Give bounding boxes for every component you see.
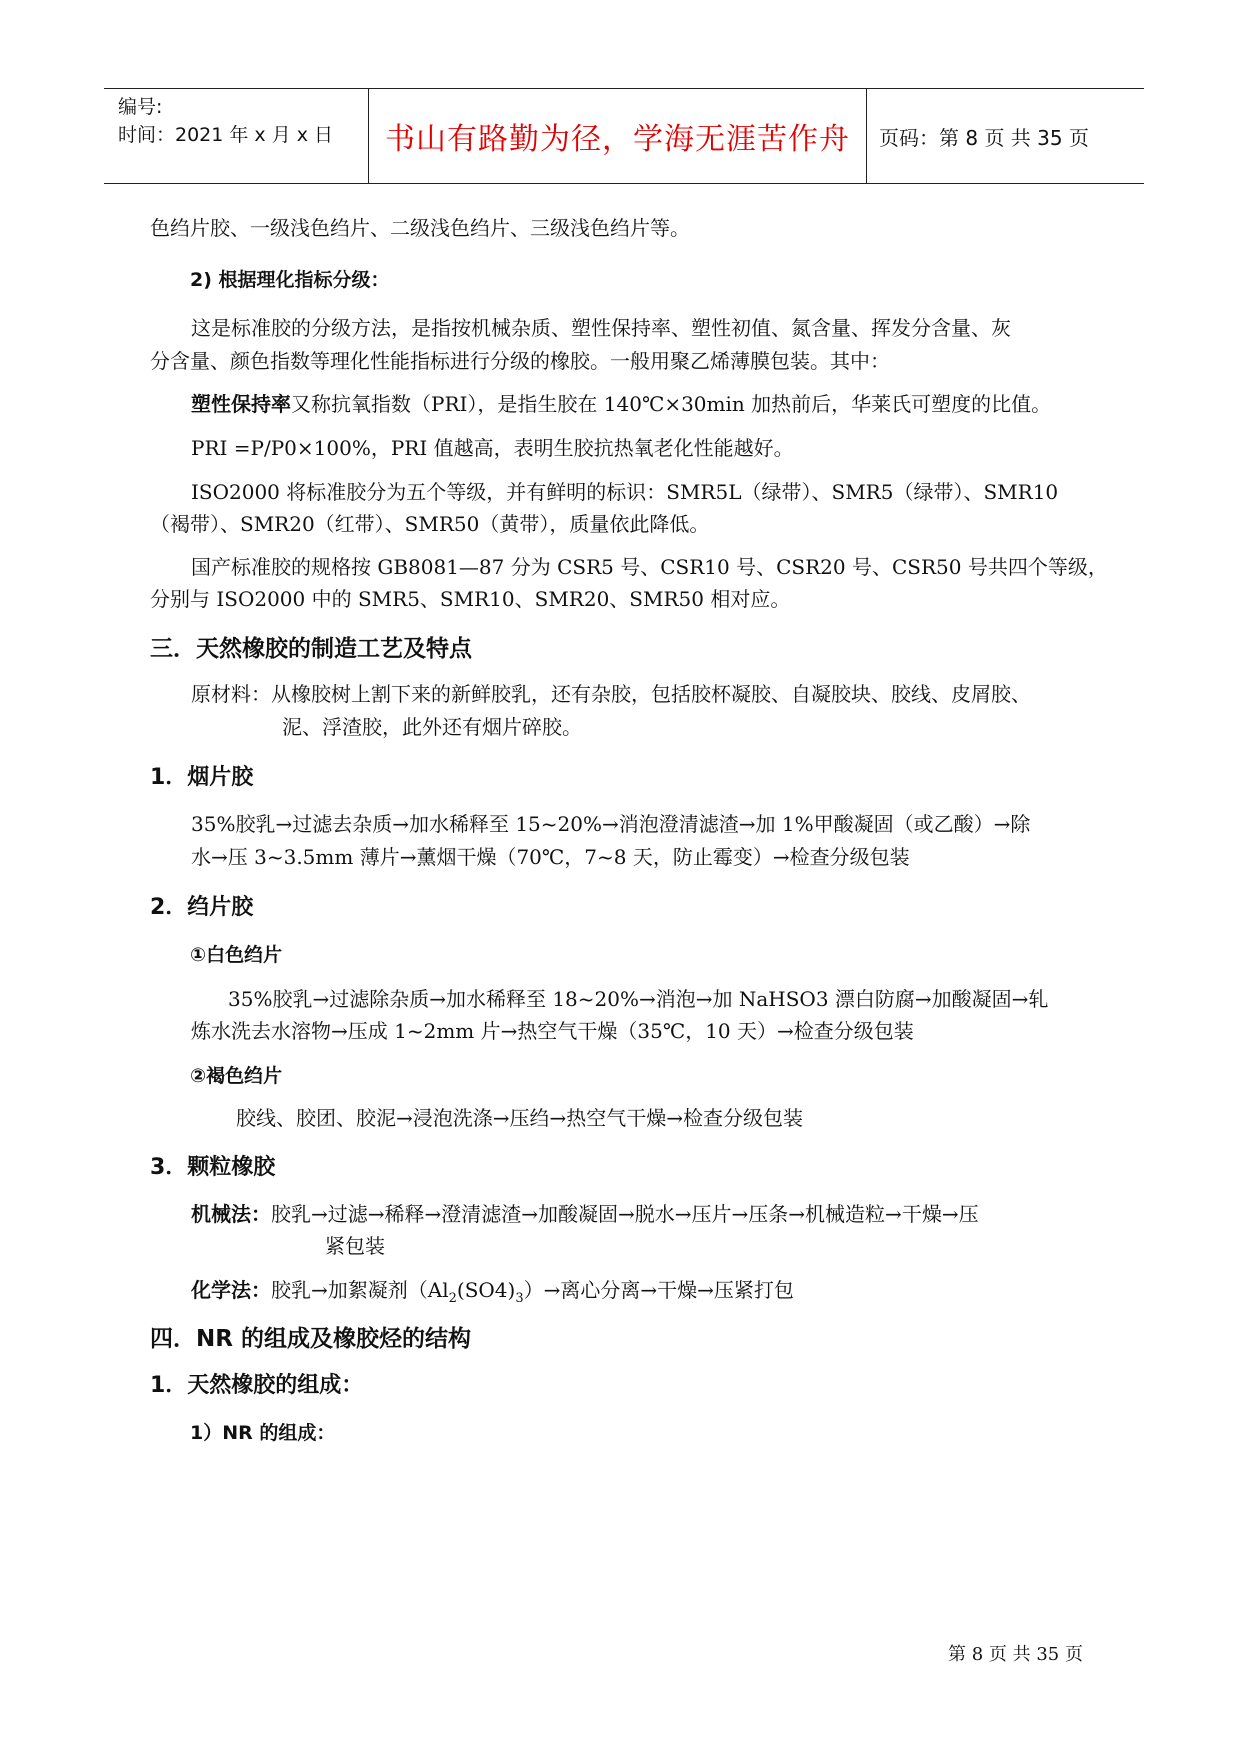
process-line: 35%胶乳→过滤除杂质→加水稀释至 18~20%→消泡→加 NaHSO3 漂白防腐→加酸凝固→轧 — [228, 987, 1049, 1011]
subsection-heading: 1．天然橡胶的组成： — [150, 1373, 364, 1398]
sub-subsection-heading: 1）NR 的组成： — [190, 1422, 336, 1444]
text-line: 分别与 ISO2000 中的 SMR5、SMR10、SMR20、SMR50 相对应。 — [150, 587, 791, 611]
process-line: 紧包装 — [325, 1234, 385, 1258]
text-line: 国产标准胶的规格按 GB8081—87 分为 CSR5 号、CSR10 号、CSR20 号、CSR50 号共四个等级， — [191, 555, 1108, 579]
text-line: 色绉片胶、一级浅色绉片、二级浅色绉片、三级浅色绉片等。 — [150, 216, 690, 240]
text-line: 这是标准胶的分级方法，是指按机械杂质、塑性保持率、塑性初值、氮含量、挥发分含量、灰 — [191, 316, 1011, 340]
process-line: 35%胶乳→过滤去杂质→加水稀释至 15~20%→消泡澄清滤渣→加 1%甲酸凝固（或乙酸）→除 — [191, 812, 1031, 836]
text-line: （褐带）、SMR20（红带）、SMR50（黄带），质量依此降低。 — [150, 512, 710, 536]
page-header — [104, 88, 1144, 184]
section-heading: 四．NR 的组成及橡胶烃的结构 — [150, 1326, 471, 1352]
time-label: 时间：2021 年 x 月 x 日 — [118, 124, 334, 146]
subsection-heading: 1．烟片胶 — [150, 765, 254, 790]
subsection-heading: 2．绉片胶 — [150, 895, 254, 920]
subsection-heading: 3．颗粒橡胶 — [150, 1155, 276, 1180]
text-line: 泥、浮渣胶，此外还有烟片碎胶。 — [282, 715, 582, 739]
header-page-cell — [865, 89, 1144, 183]
text-line — [191, 388, 1051, 417]
section-heading: 三．天然橡胶的制造工艺及特点 — [150, 636, 472, 662]
formula-line: PRI =P/P0×100%，PRI 值越高，表明生胶抗热氧老化性能越好。 — [191, 436, 794, 460]
header-page-label: 页码：第 8 页 共 35 页 — [879, 125, 1089, 150]
text-line: ISO2000 将标准胶分为五个等级，并有鲜明的标识：SMR5L（绿带）、SMR5（绿带）、SMR10 — [191, 480, 1059, 504]
subsection-heading: 2) 根据理化指标分级： — [190, 269, 390, 291]
method-label: 化学法： — [191, 1278, 271, 1302]
motto: 书山有路勤为径，学海无涯苦作舟 — [385, 122, 850, 157]
process-line: 水→压 3~3.5mm 薄片→薰烟干燥（70℃，7~8 天，防止霉变）→检查分级包装 — [191, 845, 910, 869]
serial-label: 编号: — [118, 96, 163, 118]
method-label: 机械法： — [191, 1202, 271, 1226]
term-definition: 又称抗氧指数（PRI），是指生胶在 140℃×30min 加热前后，华莱氏可塑度的比值。 — [291, 392, 1052, 416]
process-line: 机械法：胶乳→过滤→稀释→澄清滤渣→加酸凝固→脱水→压片→压条→机械造粒→干燥→压 — [191, 1202, 979, 1226]
page-footer: 第 8 页 共 35 页 — [948, 1644, 1083, 1665]
text-line: 原材料：从橡胶树上割下来的新鲜胶乳，还有杂胶，包括胶杯凝胶、自凝胶块、胶线、皮屑胶、 — [191, 682, 1031, 706]
sub-subsection-heading: ②褐色绉片 — [190, 1065, 283, 1087]
process-line: 胶线、胶团、胶泥→浸泡洗涤→压绉→热空气干燥→检查分级包装 — [236, 1106, 804, 1130]
text-line: 分含量、颜色指数等理化性能指标进行分级的橡胶。一般用聚乙烯薄膜包装。其中： — [150, 349, 890, 373]
process-line: 化学法：胶乳→加絮凝剂$(Al_2(SO4)_3)\to$离心分离→干燥→压紧打包 — [191, 1278, 794, 1306]
header-motto-cell — [368, 89, 867, 183]
process-line: 炼水洗去水溶物→压成 1~2mm 片→热空气干燥（35℃，10 天）→检查分级包装 — [191, 1019, 914, 1043]
sub-subsection-heading: ①白色绉片 — [190, 944, 283, 966]
header-left-cell — [104, 89, 368, 183]
bold-term: 塑性保持率 — [191, 392, 291, 416]
